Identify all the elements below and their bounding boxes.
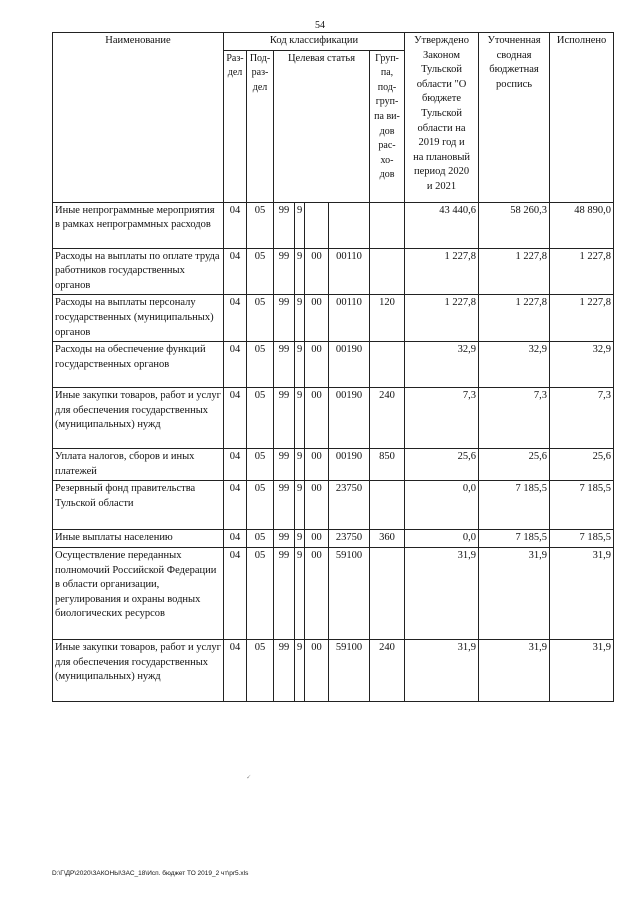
row-section: 04: [224, 248, 247, 295]
row-target-program: 99: [274, 342, 295, 388]
header-target: Целевая статья: [274, 50, 370, 202]
row-name: Иные непрограммные мероприятия в рамках непрограммных расходов: [53, 202, 224, 248]
table-row: [53, 639, 614, 701]
row-target-main-event: [305, 202, 329, 248]
row-target-main-event: 00: [305, 449, 329, 481]
row-group: 120: [370, 295, 405, 342]
row-section: 04: [224, 639, 247, 701]
file-path-footer: D:\Г\ДР\2020\ЗАКОНЫ\ЗАС_18\Исп. бюджет ТО 2019_2 чт\рr5.xls: [52, 870, 249, 877]
row-section: 04: [224, 481, 247, 530]
header-executed: Исполнено: [550, 33, 614, 203]
row-target-program: 99: [274, 202, 295, 248]
budget-table: [52, 32, 614, 702]
row-revised: 58 260,3: [479, 202, 550, 248]
table-row: [53, 202, 614, 248]
row-revised: 7,3: [479, 388, 550, 449]
row-approved: 1 227,8: [405, 295, 479, 342]
row-group: [370, 481, 405, 530]
row-approved: 43 440,6: [405, 202, 479, 248]
table-row: [53, 248, 614, 295]
row-approved: 1 227,8: [405, 248, 479, 295]
row-approved: 7,3: [405, 388, 479, 449]
header-subsection: Под- раз- дел: [247, 50, 274, 202]
row-target-main-event: 00: [305, 248, 329, 295]
header-name: Наименование: [53, 33, 224, 203]
row-revised: 31,9: [479, 639, 550, 701]
row-approved: 31,9: [405, 547, 479, 639]
row-group: 360: [370, 530, 405, 548]
row-target-program: 99: [274, 449, 295, 481]
row-subsection: 05: [247, 639, 274, 701]
row-target-direction: [329, 202, 370, 248]
table-row: [53, 342, 614, 388]
row-group: 850: [370, 449, 405, 481]
row-group: 240: [370, 639, 405, 701]
row-target-direction: 23750: [329, 530, 370, 548]
row-section: 04: [224, 449, 247, 481]
row-revised: 7 185,5: [479, 481, 550, 530]
header-approved: Утверждено Законом Тульской области "О бюджете Тульской области на 2019 год и на плановый период 2020 и 2021: [405, 33, 479, 203]
row-revised: 1 227,8: [479, 295, 550, 342]
row-name: Иные закупки товаров, работ и услуг для обеспечения государственных (муниципальных) нужд: [53, 388, 224, 449]
table-row: [53, 388, 614, 449]
row-target-direction: 59100: [329, 639, 370, 701]
row-group: [370, 342, 405, 388]
row-target-direction: 59100: [329, 547, 370, 639]
row-target-main-event: 00: [305, 342, 329, 388]
row-target-subprogram: 9: [295, 530, 305, 548]
row-name: Иные закупки товаров, работ и услуг для обеспечения государственных (муниципальных) нужд: [53, 639, 224, 701]
row-approved: 25,6: [405, 449, 479, 481]
row-executed: 1 227,8: [550, 295, 614, 342]
row-group: [370, 248, 405, 295]
row-target-subprogram: 9: [295, 295, 305, 342]
row-section: 04: [224, 388, 247, 449]
row-target-subprogram: 9: [295, 639, 305, 701]
row-target-program: 99: [274, 388, 295, 449]
row-target-direction: 23750: [329, 481, 370, 530]
row-section: 04: [224, 295, 247, 342]
row-revised: 25,6: [479, 449, 550, 481]
row-target-program: 99: [274, 295, 295, 342]
row-target-direction: 00190: [329, 388, 370, 449]
row-executed: 32,9: [550, 342, 614, 388]
row-name: Расходы на выплаты персоналу государственных (муниципальных) органов: [53, 295, 224, 342]
row-group: 240: [370, 388, 405, 449]
row-subsection: 05: [247, 547, 274, 639]
row-subsection: 05: [247, 202, 274, 248]
row-executed: 1 227,8: [550, 248, 614, 295]
row-approved: 0,0: [405, 530, 479, 548]
row-target-main-event: 00: [305, 530, 329, 548]
row-subsection: 05: [247, 481, 274, 530]
table-row: [53, 547, 614, 639]
row-target-main-event: 00: [305, 388, 329, 449]
row-approved: 0,0: [405, 481, 479, 530]
row-target-program: 99: [274, 547, 295, 639]
row-target-program: 99: [274, 481, 295, 530]
row-target-main-event: 00: [305, 295, 329, 342]
row-subsection: 05: [247, 388, 274, 449]
row-subsection: 05: [247, 449, 274, 481]
row-target-direction: 00110: [329, 248, 370, 295]
row-section: 04: [224, 547, 247, 639]
row-executed: 31,9: [550, 547, 614, 639]
row-target-direction: 00190: [329, 449, 370, 481]
row-name: Расходы на обеспечение функций государственных органов: [53, 342, 224, 388]
row-revised: 1 227,8: [479, 248, 550, 295]
row-executed: 7 185,5: [550, 530, 614, 548]
row-target-subprogram: 9: [295, 388, 305, 449]
row-section: 04: [224, 342, 247, 388]
table-row: [53, 530, 614, 548]
header-section: Раз- дел: [224, 50, 247, 202]
row-group: [370, 202, 405, 248]
row-revised: 7 185,5: [479, 530, 550, 548]
row-target-subprogram: 9: [295, 202, 305, 248]
row-subsection: 05: [247, 248, 274, 295]
row-executed: 31,9: [550, 639, 614, 701]
row-target-subprogram: 9: [295, 449, 305, 481]
row-revised: 31,9: [479, 547, 550, 639]
scan-mark: 🗸: [246, 773, 251, 781]
header-code-group: Код классификации: [224, 33, 405, 51]
row-executed: 25,6: [550, 449, 614, 481]
row-revised: 32,9: [479, 342, 550, 388]
row-target-program: 99: [274, 639, 295, 701]
row-target-subprogram: 9: [295, 547, 305, 639]
row-group: [370, 547, 405, 639]
row-target-direction: 00190: [329, 342, 370, 388]
row-executed: 48 890,0: [550, 202, 614, 248]
row-subsection: 05: [247, 342, 274, 388]
row-target-main-event: 00: [305, 547, 329, 639]
row-name: Осуществление переданных полномочий Российской Федерации в области организации, регулирования и охраны водных биологических ресурсов: [53, 547, 224, 639]
row-target-subprogram: 9: [295, 248, 305, 295]
row-section: 04: [224, 530, 247, 548]
page-number: 54: [315, 20, 325, 31]
row-target-program: 99: [274, 248, 295, 295]
table-row: [53, 449, 614, 481]
row-name: Расходы на выплаты по оплате труда работников государственных органов: [53, 248, 224, 295]
header-group: Груп- па, под- груп- па ви- дов рас- хо- дов: [370, 50, 405, 202]
row-target-main-event: 00: [305, 639, 329, 701]
row-name: Резервный фонд правительства Тульской области: [53, 481, 224, 530]
table-row: [53, 295, 614, 342]
header-revised: Уточненная сводная бюджетная роспись: [479, 33, 550, 203]
row-subsection: 05: [247, 530, 274, 548]
row-executed: 7,3: [550, 388, 614, 449]
row-approved: 31,9: [405, 639, 479, 701]
row-name: Уплата налогов, сборов и иных платежей: [53, 449, 224, 481]
table-row: [53, 481, 614, 530]
row-approved: 32,9: [405, 342, 479, 388]
row-target-subprogram: 9: [295, 481, 305, 530]
row-executed: 7 185,5: [550, 481, 614, 530]
row-target-direction: 00110: [329, 295, 370, 342]
row-target-main-event: 00: [305, 481, 329, 530]
row-target-program: 99: [274, 530, 295, 548]
table-header: [53, 33, 614, 203]
row-target-subprogram: 9: [295, 342, 305, 388]
row-section: 04: [224, 202, 247, 248]
row-name: Иные выплаты населению: [53, 530, 224, 548]
row-subsection: 05: [247, 295, 274, 342]
